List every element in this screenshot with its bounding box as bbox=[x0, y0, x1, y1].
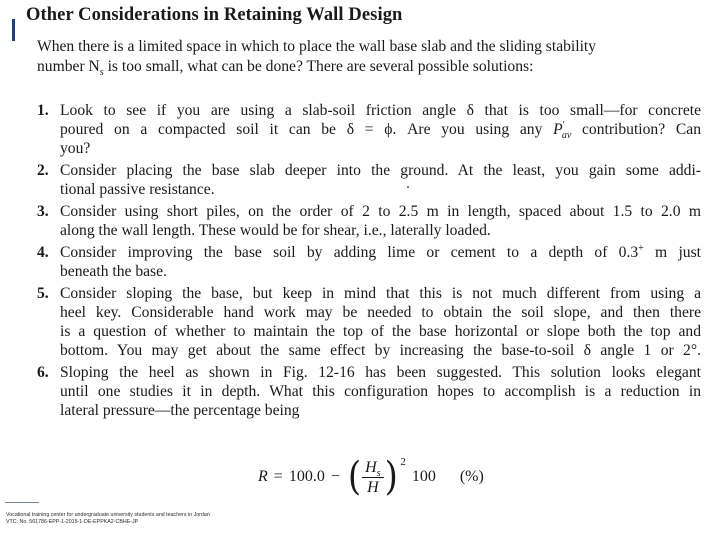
item-body bbox=[60, 284, 701, 360]
item-line: Consider using short piles, on the order of 2 to 2.5 m in length, spaced about 1.5 to 2.0 m bbox=[60, 203, 701, 220]
formula-exponent: 2 bbox=[400, 455, 406, 468]
item-line: bottom. You may get about the same effect by increasing the base-to-soil δ angle 1 or 2°. bbox=[60, 342, 701, 359]
item-number: 4. bbox=[37, 244, 49, 261]
fraction-denominator: H bbox=[367, 478, 379, 496]
item-line: is a question of whether to maintain the top of the base horizontal or slope both the top and bbox=[60, 323, 701, 340]
intro-sub-s: s bbox=[99, 67, 104, 79]
item-body bbox=[60, 202, 701, 240]
item-number: 2. bbox=[37, 162, 49, 179]
title-accent-bar bbox=[12, 19, 15, 41]
left-paren: ( bbox=[347, 454, 362, 500]
footer-divider bbox=[5, 502, 39, 503]
fraction-numerator bbox=[362, 459, 383, 478]
item-line: heel key. Considerable hand work may be needed to obtain the soil slope, and then there bbox=[60, 304, 701, 321]
var-p-prime: ′ bbox=[562, 119, 565, 131]
list-item bbox=[37, 202, 701, 240]
item-line: Sloping the heel as shown in Fig. 12-16 has been suggested. This solution looks elegant bbox=[60, 364, 701, 381]
formula-unit: (%) bbox=[459, 468, 484, 485]
list-item bbox=[37, 243, 701, 281]
footer-line-2: VTC: No. 561786-EPP-1-2015-1-DE-EPPKA2-CBHE-JP bbox=[6, 519, 139, 525]
item-line: Consider placing the base slab deeper into the ground. At the least, you gain some addi- bbox=[60, 162, 701, 179]
item-body bbox=[60, 101, 701, 158]
formula-lhs: R bbox=[258, 468, 268, 485]
item-line: Look to see if you are using a slab-soil friction angle δ that is too small—for concrete bbox=[60, 102, 701, 119]
item-line: tional passive resistance. bbox=[60, 181, 215, 198]
formula-ratio-group bbox=[347, 454, 406, 500]
formula-fraction bbox=[362, 459, 383, 496]
intro-line-2 bbox=[37, 57, 701, 77]
item-body bbox=[60, 363, 701, 420]
numerator-var: H bbox=[365, 458, 377, 476]
item-body bbox=[60, 243, 701, 281]
item-line-part: contribution? Can bbox=[571, 121, 701, 138]
footer bbox=[6, 512, 210, 526]
list-item bbox=[37, 101, 701, 158]
stray-dot bbox=[407, 186, 409, 188]
item-line-part: poured on a compacted soil it can be δ = ϕ. Are you using any bbox=[60, 121, 554, 138]
item-line: you? bbox=[60, 140, 91, 157]
item-line bbox=[60, 243, 701, 262]
formula-factor: 100 bbox=[411, 468, 436, 485]
var-p-sub: av bbox=[561, 130, 572, 142]
item-line bbox=[60, 119, 701, 142]
reduction-formula bbox=[258, 454, 484, 500]
page-title: Other Considerations in Retaining Wall Design bbox=[26, 5, 403, 25]
item-number: 3. bbox=[37, 203, 49, 220]
list-item bbox=[37, 161, 701, 199]
item-line: along the wall length. These would be for shear, i.e., laterally loaded. bbox=[60, 222, 491, 239]
item-body bbox=[60, 161, 701, 199]
intro-line-2-rest: is too small, what can be done? There are several possible solutions: bbox=[103, 58, 534, 75]
item-line: lateral pressure—the percentage being bbox=[60, 402, 300, 419]
item-line-part: m just bbox=[643, 244, 701, 261]
item-number: 1. bbox=[37, 102, 49, 119]
item-number: 6. bbox=[37, 364, 49, 381]
solutions-list bbox=[37, 101, 701, 423]
item-line-part: Consider improving the base soil by adding lime or cement to a depth of 0.3 bbox=[60, 244, 639, 261]
intro-line-1: When there is a limited space in which to place the wall base slab and the sliding stability bbox=[37, 38, 597, 55]
list-item bbox=[37, 363, 701, 420]
item-line: until one studies it in depth. What this configuration hopes to accomplish is a reduction in bbox=[60, 383, 701, 400]
right-paren: ) bbox=[384, 454, 398, 500]
item-line: Consider sloping the base, but keep in mind that this is not much different from using a bbox=[60, 285, 701, 302]
intro-var-n: number N bbox=[37, 58, 100, 75]
numerator-sub: s bbox=[376, 467, 381, 479]
footer-line-1: Vocational training center for undergraduate university students and teachers in Jordan bbox=[6, 512, 210, 518]
formula-constant: 100.0 bbox=[288, 468, 325, 485]
formula-equals: = bbox=[273, 468, 283, 485]
item-line: beneath the base. bbox=[60, 263, 167, 280]
list-item bbox=[37, 284, 701, 360]
intro-paragraph bbox=[37, 37, 701, 77]
var-p: P bbox=[553, 121, 563, 138]
item-number: 5. bbox=[37, 285, 49, 302]
plus-superscript: + bbox=[638, 242, 644, 254]
formula-minus: − bbox=[330, 468, 340, 485]
